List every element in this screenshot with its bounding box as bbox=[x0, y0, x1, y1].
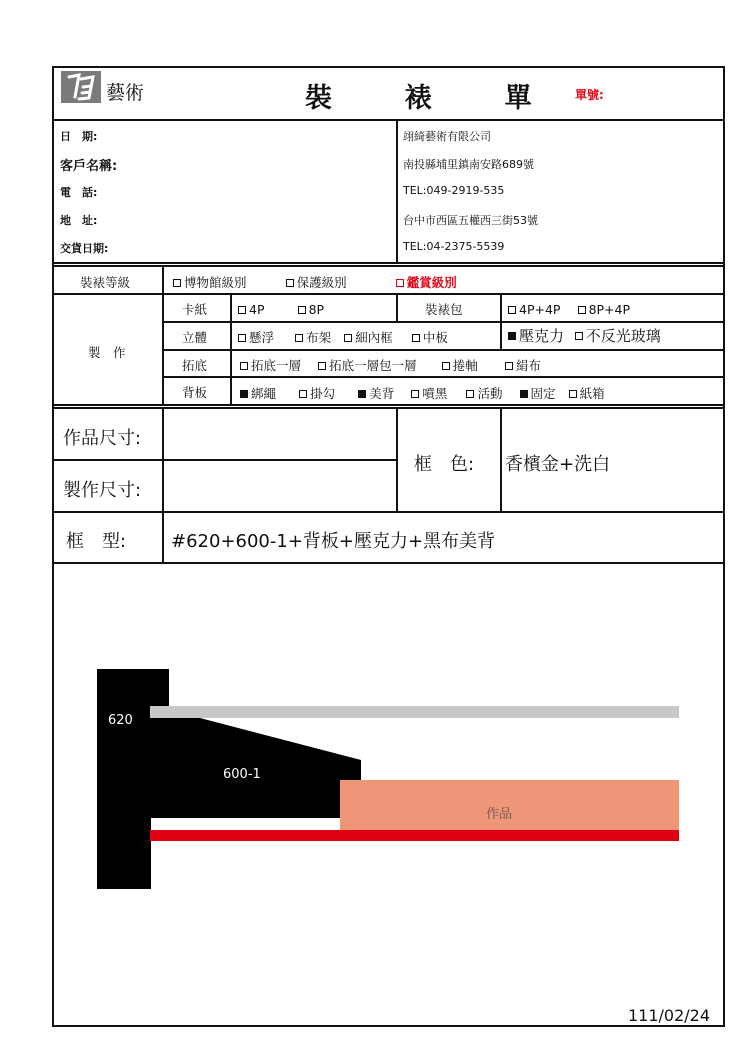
back-label: 背板 bbox=[182, 385, 208, 400]
phone-label: 電 話: bbox=[60, 186, 98, 199]
back-option-carton[interactable]: 紙箱 bbox=[569, 384, 605, 402]
label-600-1: 600-1 bbox=[223, 767, 261, 782]
frame-type-label: 框 型: bbox=[66, 531, 127, 552]
back-option-fixed[interactable]: 固定 bbox=[520, 384, 556, 402]
solid-option-cloth-frame[interactable]: 布架 bbox=[295, 328, 331, 346]
base-option-scroll[interactable]: 捲軸 bbox=[442, 356, 478, 374]
solid-option-acrylic[interactable]: 壓克力 bbox=[508, 325, 564, 346]
card-option-4p[interactable]: 4P bbox=[238, 302, 265, 317]
frame-620-cap bbox=[97, 669, 169, 706]
backing-board bbox=[150, 830, 679, 841]
frame-color-label: 框 色: bbox=[414, 454, 475, 475]
customer-label: 客戶名稱: bbox=[60, 159, 118, 174]
frame-color-value[interactable]: 香檳金+洗白 bbox=[505, 454, 611, 475]
company-address-2: 台中市西區五權西三街53號 bbox=[403, 214, 538, 227]
delivery-date-label: 交貨日期: bbox=[60, 242, 109, 255]
pack-option-4p4p[interactable]: 4P+4P bbox=[508, 302, 560, 317]
company-tel-1: TEL:049-2919-535 bbox=[403, 184, 505, 197]
base-option-one-layer[interactable]: 拓底一層 bbox=[240, 356, 301, 374]
back-option-spray-black[interactable]: 噴黑 bbox=[411, 384, 447, 402]
company-address-1: 南投縣埔里鎮南安路689號 bbox=[403, 158, 534, 171]
make-size-label: 製作尺寸: bbox=[63, 480, 142, 501]
grade-option-protection[interactable]: 保護級別 bbox=[286, 273, 347, 291]
base-label: 拓底 bbox=[182, 358, 208, 373]
company-name: 翊綺藝術有限公司 bbox=[403, 130, 491, 143]
base-option-wrap-layer[interactable]: 拓底一層包一層 bbox=[318, 356, 417, 374]
grade-option-appreciation[interactable]: 鑑賞級別 bbox=[396, 273, 457, 291]
solid-option-mid-board[interactable]: 中板 bbox=[412, 328, 448, 346]
card-label: 卡紙 bbox=[182, 302, 208, 317]
card-option-8p[interactable]: 8P bbox=[298, 302, 325, 317]
order-no-label: 單號: bbox=[575, 88, 604, 102]
back-option-hook[interactable]: 掛勾 bbox=[299, 384, 335, 402]
label-620: 620 bbox=[108, 713, 133, 728]
solid-option-float[interactable]: 懸浮 bbox=[238, 328, 274, 346]
frame-type-value[interactable]: #620+600-1+背板+壓克力+黑布美背 bbox=[171, 531, 496, 552]
pack-option-8p4p[interactable]: 8P+4P bbox=[578, 302, 630, 317]
back-option-beauty-back[interactable]: 美背 bbox=[358, 384, 394, 402]
address-label: 地 址: bbox=[60, 214, 98, 227]
footer-date: 111/02/24 bbox=[628, 1006, 711, 1025]
page-title: 裝 裱 單 bbox=[305, 83, 550, 114]
company-tel-2: TEL:04-2375-5539 bbox=[403, 240, 505, 253]
back-option-rope[interactable]: 綁繩 bbox=[240, 384, 276, 402]
production-label: 製 作 bbox=[88, 345, 126, 360]
grade-option-museum[interactable]: 博物館級別 bbox=[173, 273, 247, 291]
grade-label: 裝裱等級 bbox=[80, 275, 131, 290]
solid-option-nonglare-glass[interactable]: 不反光玻璃 bbox=[575, 325, 661, 346]
date-label: 日 期: bbox=[60, 130, 98, 143]
back-option-movable[interactable]: 活動 bbox=[466, 384, 502, 402]
solid-option-inner-frame[interactable]: 細內框 bbox=[344, 328, 393, 346]
brand-text: 藝術 bbox=[106, 82, 145, 104]
pack-label: 裝裱包 bbox=[425, 302, 463, 317]
acrylic-layer bbox=[150, 706, 679, 718]
label-artwork: 作品 bbox=[486, 807, 513, 822]
work-size-label: 作品尺寸: bbox=[63, 428, 142, 449]
solid-label: 立體 bbox=[182, 330, 208, 345]
base-option-silk[interactable]: 絹布 bbox=[505, 356, 541, 374]
